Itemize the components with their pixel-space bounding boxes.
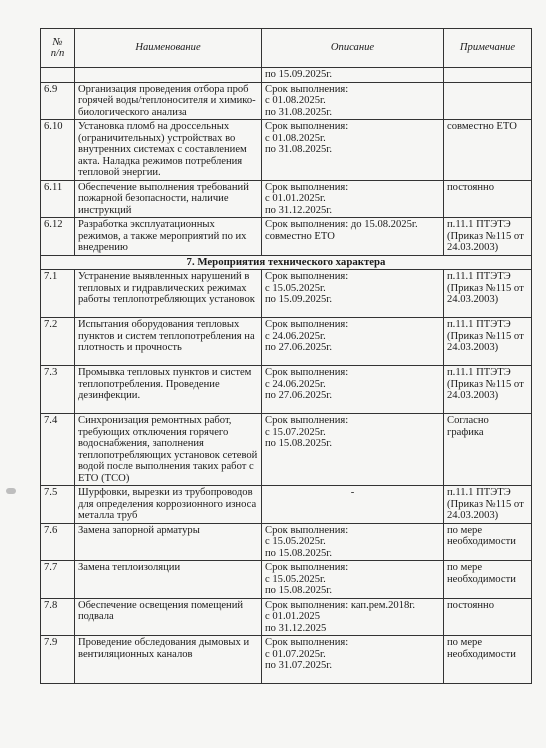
row-note: Согласно графика [444, 414, 532, 486]
row-number: 7.3 [41, 366, 75, 414]
row-name: Промывка тепловых пунктов и систем теплопотребления. Проведение дезинфекции. [75, 366, 262, 414]
row-note [444, 68, 532, 83]
row-description: Срок выполнения: до 15.08.2025г. совместно ЕТО [262, 218, 444, 256]
row-note: по мере необходимости [444, 636, 532, 684]
row-name: Синхронизация ремонтных работ, требующих отключения горячего водоснабжения, заполнения теплопотребляющих установок сетевой водой после выполнения таких работ с ЕТО (ТСО) [75, 414, 262, 486]
table-row [41, 523, 532, 561]
table-row [41, 598, 532, 636]
row-description: Срок выполнения: с 15.05.2025г. по 15.09.2025г. [262, 270, 444, 318]
table-row [41, 414, 532, 486]
section-title: 7. Мероприятия технического характера [41, 255, 532, 270]
row-description: Срок выполнения: с 24.06.2025г. по 27.06.2025г. [262, 366, 444, 414]
row-name: Устранение выявленных нарушений в тепловых и гидравлических режимах работы теплопотребляющих установок [75, 270, 262, 318]
header-name: Наименование [75, 29, 262, 68]
row-note [444, 82, 532, 120]
row-note: совместно ЕТО [444, 120, 532, 181]
row-note: постоянно [444, 180, 532, 218]
row-name: Разработка эксплуатационных режимов, а также мероприятий по их внедрению [75, 218, 262, 256]
row-name: Проведение обследования дымовых и вентиляционных каналов [75, 636, 262, 684]
row-description: Срок выполнения: с 15.07.2025г. по 15.08.2025г. [262, 414, 444, 486]
row-description: Срок выполнения: с 24.06.2025г. по 27.06.2025г. [262, 318, 444, 366]
row-name: Обеспечение выполнения требований пожарной безопасности, наличие инструкций [75, 180, 262, 218]
row-number: 7.2 [41, 318, 75, 366]
header-row [41, 29, 532, 68]
table-row [41, 120, 532, 181]
row-number: 6.9 [41, 82, 75, 120]
row-description: Срок выполнения: с 01.07.2025г. по 31.07.2025г. [262, 636, 444, 684]
row-description: Срок выполнения: с 01.08.2025г. по 31.08.2025г. [262, 82, 444, 120]
table-row [41, 561, 532, 599]
row-note: п.11.1 ПТЭТЭ (Приказ №115 от 24.03.2003) [444, 218, 532, 256]
table-row [41, 270, 532, 318]
row-name: Шурфовки, вырезки из трубопроводов для определения коррозионного износа металла труб [75, 486, 262, 524]
measures-table [40, 28, 532, 684]
row-name: Организация проведения отбора проб горячей воды/теплоносителя и химико-биологического анализа [75, 82, 262, 120]
row-description: - [262, 486, 444, 524]
row-note: по мере необходимости [444, 523, 532, 561]
row-number: 7.9 [41, 636, 75, 684]
table-row [41, 366, 532, 414]
row-number: 7.1 [41, 270, 75, 318]
table-row [41, 180, 532, 218]
row-description: Срок выполнения: с 01.08.2025г. по 31.08.2025г. [262, 120, 444, 181]
header-number: № п/п [41, 29, 75, 68]
table-row [41, 486, 532, 524]
row-name: Испытания оборудования тепловых пунктов и систем теплопотребления на плотность и прочность [75, 318, 262, 366]
section-header-row [41, 255, 532, 270]
row-name: Замена запорной арматуры [75, 523, 262, 561]
row-number: 7.7 [41, 561, 75, 599]
table-row [41, 82, 532, 120]
table-row [41, 218, 532, 256]
row-note: п.11.1 ПТЭТЭ (Приказ №115 от 24.03.2003) [444, 318, 532, 366]
row-name: Установка пломб на дроссельных (ограничительных) устройствах во внутренних системах с составлением акта. Наладка режимов потребления тепловой энергии. [75, 120, 262, 181]
table-body [41, 68, 532, 684]
row-number: 7.4 [41, 414, 75, 486]
table-row [41, 68, 532, 83]
row-note: п.11.1 ПТЭТЭ (Приказ №115 от 24.03.2003) [444, 270, 532, 318]
row-note: по мере необходимости [444, 561, 532, 599]
row-note: п.11.1 ПТЭТЭ (Приказ №115 от 24.03.2003) [444, 486, 532, 524]
row-description: Срок выполнения: с 15.05.2025г. по 15.08.2025г. [262, 561, 444, 599]
punch-hole-mark [6, 488, 16, 494]
row-number: 6.12 [41, 218, 75, 256]
row-number: 7.8 [41, 598, 75, 636]
header-note: Примечание [444, 29, 532, 68]
row-description: Срок выполнения: с 01.01.2025г. по 31.12.2025г. [262, 180, 444, 218]
row-note: постоянно [444, 598, 532, 636]
row-description: Срок выполнения: с 15.05.2025г. по 15.08.2025г. [262, 523, 444, 561]
row-name: Замена теплоизоляции [75, 561, 262, 599]
row-note: п.11.1 ПТЭТЭ (Приказ №115 от 24.03.2003) [444, 366, 532, 414]
row-number: 7.5 [41, 486, 75, 524]
table-row [41, 636, 532, 684]
row-name: Обеспечение освещения помещений подвала [75, 598, 262, 636]
row-name [75, 68, 262, 83]
row-number: 6.11 [41, 180, 75, 218]
table-row [41, 318, 532, 366]
row-description: по 15.09.2025г. [262, 68, 444, 83]
row-number: 6.10 [41, 120, 75, 181]
row-number: 7.6 [41, 523, 75, 561]
row-description: Срок выполнения: кап.рем.2018г. с 01.01.2025 по 31.12.2025 [262, 598, 444, 636]
row-number [41, 68, 75, 83]
header-description: Описание [262, 29, 444, 68]
